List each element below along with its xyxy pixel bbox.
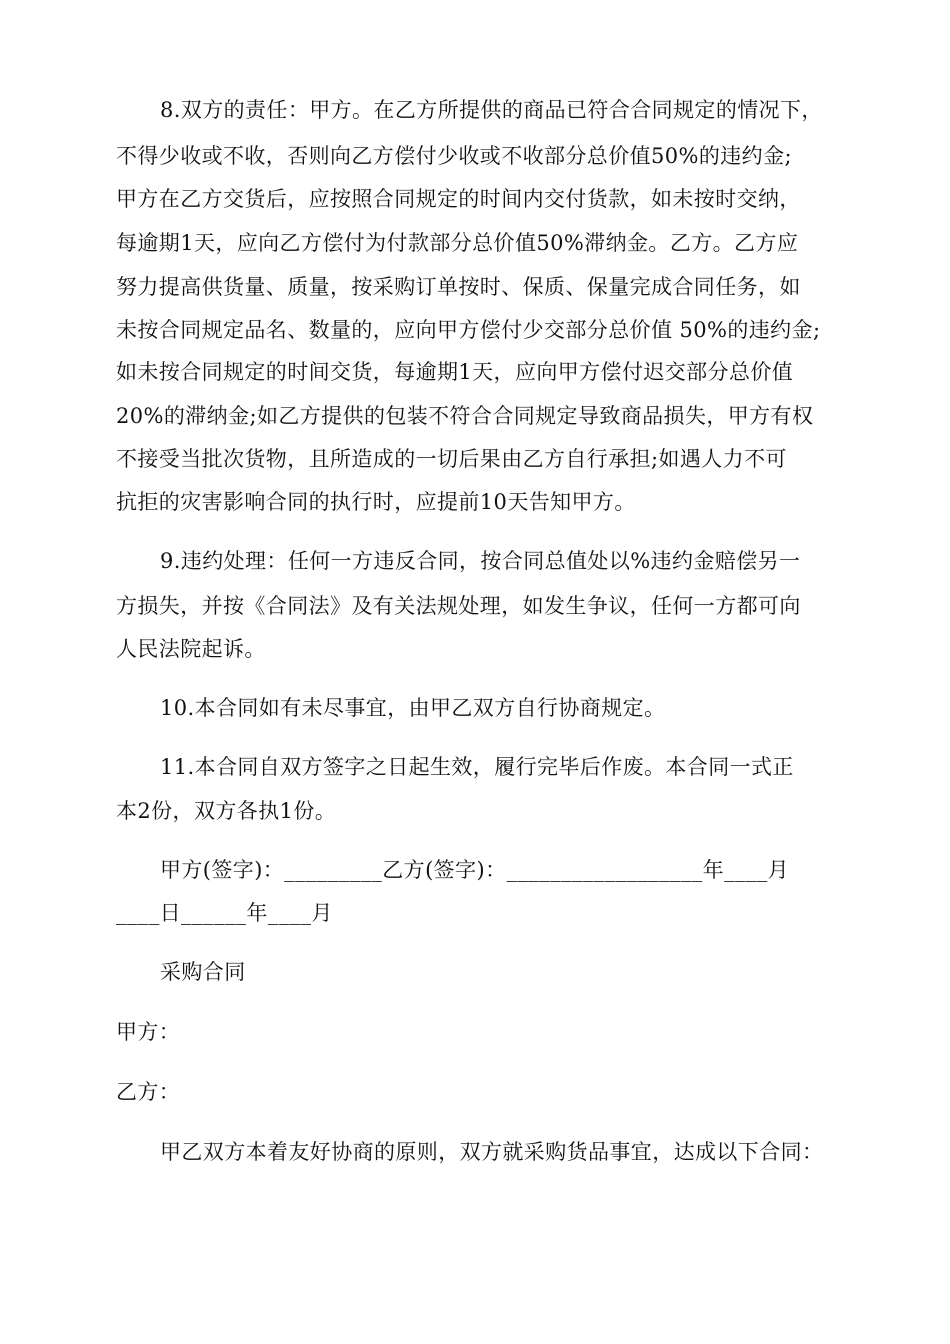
- clause-8-line-8: 20%的滞纳金;如乙方提供的包装不符合合同规定导致商品损失，甲方有权: [116, 404, 814, 428]
- signature-line-2: ____日______年____月: [116, 901, 333, 925]
- clause-9-line-1: 9.违约处理：任何一方违反合同，按合同总值处以%违约金赔偿另一: [160, 549, 801, 573]
- clause-8-line-2: 不得少收或不收，否则向乙方偿付少收或不收部分总价值50%的违约金;: [116, 144, 792, 168]
- clause-11-line-1: 11.本合同自双方签字之日起生效，履行完毕后作废。本合同一式正: [160, 755, 794, 779]
- clause-8-line-7: 如未按合同规定的时间交货，每逾期1天，应向甲方偿付迟交部分总价值: [116, 360, 794, 384]
- clause-8-line-10: 抗拒的灾害影响合同的执行时，应提前10天告知甲方。: [116, 490, 636, 514]
- contract-title: 采购合同: [160, 960, 246, 984]
- party-a-label: 甲方：: [116, 1020, 181, 1044]
- clause-11-line-2: 本2份，双方各执1份。: [116, 799, 337, 823]
- clause-8-line-4: 每逾期1天，应向乙方偿付为付款部分总价值50%滞纳金。乙方。乙方应: [116, 231, 799, 255]
- clause-8-line-6: 未按合同规定品名、数量的，应向甲方偿付少交部分总价值 50%的违约金;: [116, 318, 821, 342]
- clause-10: 10.本合同如有未尽事宜，由甲乙双方自行协商规定。: [160, 696, 666, 720]
- clause-8-line-3: 甲方在乙方交货后，应按照合同规定的时间内交付货款，如未按时交纳，: [116, 187, 801, 211]
- signature-line-1: 甲方(签字)：_________乙方(签字)：__________________年____月: [160, 858, 790, 882]
- clause-9-line-3: 人民法院起诉。: [116, 637, 266, 661]
- clause-8-line-9: 不接受当批次货物，且所造成的一切后果由乙方自行承担;如遇人力不可: [116, 447, 787, 471]
- clause-9-line-2: 方损失，并按《合同法》及有关法规处理，如发生争议，任何一方都可向: [116, 594, 801, 618]
- clause-8-line-5: 努力提高供货量、质量，按采购订单按时、保质、保量完成合同任务，如: [116, 275, 801, 299]
- intro-paragraph: 甲乙双方本着友好协商的原则，双方就采购货品事宜，达成以下合同：: [160, 1140, 824, 1164]
- party-b-label: 乙方：: [116, 1080, 181, 1104]
- clause-8-line-1: 8.双方的责任：甲方。在乙方所提供的商品已符合合同规定的情况下，: [160, 98, 823, 122]
